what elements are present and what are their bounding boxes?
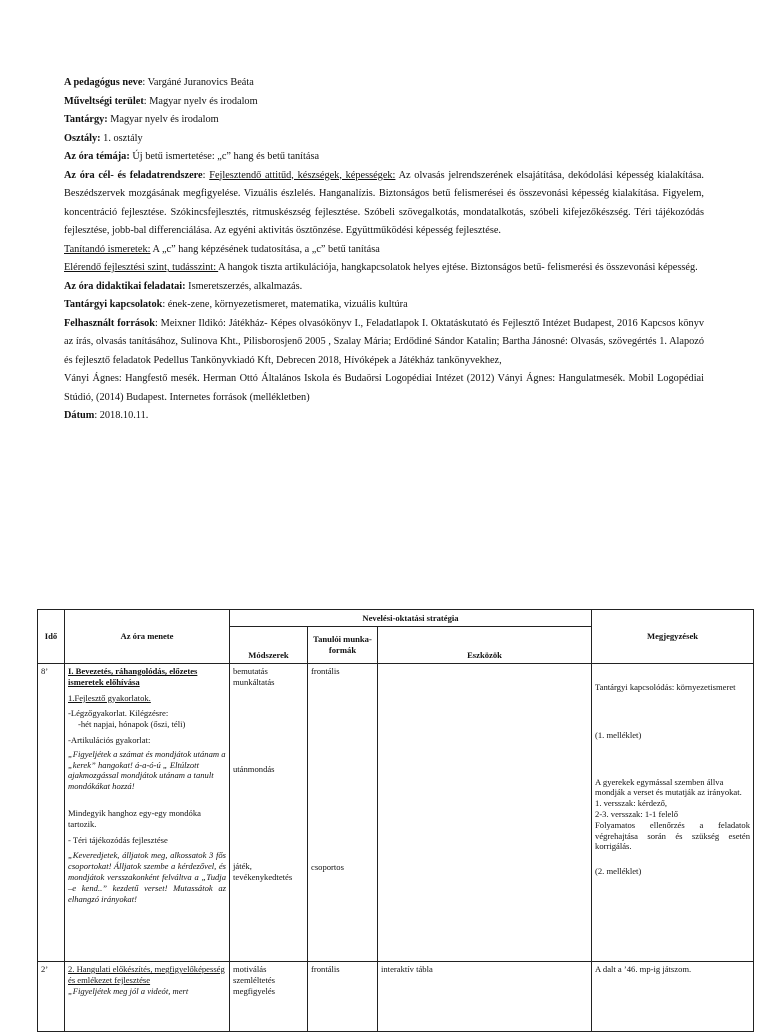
col-forms-header: Tanulói munka-formák [308, 627, 378, 664]
row1-method-3: játék, tevékenykedtetés [233, 861, 293, 883]
row1-course [65, 664, 230, 962]
topic-line: Az óra témája: Új betű ismertetése: „c” hang és betű tanítása [64, 151, 320, 162]
row1-title: I. Bevezetés, ráhangolódás, előzetes ismeretek előhívása [68, 666, 198, 687]
row2-methods: motiválás szemléltetés megfigyelés [230, 962, 308, 1032]
col-course-header: Az óra menete [65, 610, 230, 664]
knowledge-line: Tanítandó ismeretek: A „c” hang képzésének tudatosítása, a „c” betű tanítása [64, 243, 380, 255]
row1-spatial: - Téri tájékozódás fejlesztése [68, 834, 168, 845]
row1-note-4: 1. versszak: kérdező, [595, 798, 668, 809]
row1-artic-text: „Figyeljétek a számat és mondjátok utánam a „kerek” hangokat! á-a-ó-ú „ Eltúlzott ajakmozgással mondjátok utánam a tanult mondókákat hozzá! [68, 748, 226, 792]
lesson-plan-table [37, 609, 754, 1032]
row1-forms [308, 664, 378, 962]
row1-time: 8’ [38, 664, 65, 962]
col-methods-header: Módszerek [230, 627, 308, 664]
class-line: Osztály: 1. osztály [64, 132, 143, 144]
row2-notes: A dalt a ’46. mp-ig játszom. [592, 962, 754, 1032]
row2-time: 2’ [38, 962, 65, 1032]
row2-title: 2. Hangulati előkészítés, megfigyelőképesség és emlékezet fejlesztése [68, 964, 225, 985]
goals-paragraph: Az óra cél- és feladatrendszere: Fejlesztendő attitűd, készségek, képességek: Az olvasás jelrendszerének elsajátítása, dekódolási képesség kialakítása. Beszédszervek mozgásának megfigyelése. Vizuális észlelés. Hanganalízis. Biztonságos betű felismerései és összevonási képesség kialakítása. Figyelem, koncentráció fejlesztése. Szókincsfejlesztés, ritmuskészség fejlesztése. Szóbeli szövegalkotás, mondatalkotás, szóbeli kifejezőkészség. Téri tájékozódás fejlesztése, jobb-bal differenciálása. Az egyéni aktivitás ösztönzése. Együttműködési képesség fejlesztése. [64, 169, 704, 236]
sources-paragraph-2: Ványi Ágnes: Hangfestő mesék. Herman Ottó Általános Iskola és Budaörsi Logopédiai Intézet (2012) Ványi Ágnes: Hangulatmesék. Mobil Logopédiai Stúdió, (2014) Budapest. Internetes források (mellékletben) [64, 373, 704, 403]
row1-spatial-text: „Keveredjetek, álljatok meg, alkossatok 3 fős csoportokat! Álljatok szembe a kérdezővel, és mondjátok versszakonként felváltva a „Tudja –e kend..” kezdetű verset! Mutassátok az elhangzó irányokat! [68, 850, 226, 904]
row1-method-1: bemutatás munkáltatás [233, 666, 275, 687]
date-line: Dátum: 2018.10.11. [64, 410, 149, 421]
lesson-header [64, 74, 704, 426]
teacher-line: A pedagógus neve: Vargáné Juranovics Beáta [64, 77, 254, 88]
didactic-line: Az óra didaktikai feladatai: Ismeretszerzés, alkalmazás. [64, 280, 303, 292]
area-line: Műveltségi terület: Magyar nyelv és irodalom [64, 95, 258, 107]
col-notes-header: Megjegyzések [592, 610, 754, 664]
row1-method-2: utánmondás [233, 763, 275, 774]
links-line: Tantárgyi kapcsolatok: ének-zene, környezetismeret, matematika, vizuális kultúra [64, 299, 408, 310]
row2-text: „Figyeljétek meg jól a videót, mert [68, 985, 189, 996]
col-time-header: Idő [38, 610, 65, 664]
sources-paragraph: Felhasznált források: Meixner Ildikó: Játékház- Képes olvasókönyv I., Feladatlapok I. Oktatáskutató és Fejlesztő Intézet Budapest, 2016 Kapcsos könyv az írás, olvasás tanításához, Sulinova Kht., Pilisborosjenő 2005 , Szalay Mária; Erdődiné Sándor Katalin; Bartha Jánosné: Olvasás, szövegértés 1. Alapozó és fejlesztő feladatok Pedellus Tankönyvkiadó Kft, Debrecen 2018, Hívóképek a Játékház tankönyvekhez, [64, 317, 704, 366]
row1-note-5: 2-3. versszak: 1-1 felelő [595, 808, 679, 819]
row1-rhyme: Mindegyik hanghoz egy-egy mondóka tartozik. [68, 807, 201, 829]
row1-methods [230, 664, 308, 962]
row1-note-7: (2. melléklet) [595, 866, 642, 877]
row2-course [65, 962, 230, 1032]
row1-note-6: Folyamatos ellenőrzés a feladatok végrehajtása során és szükség esetén korrigálás. [595, 819, 751, 852]
row1-sub1: 1.Fejlesztő gyakorlatok. [68, 692, 151, 703]
row1-note-2: (1. melléklet) [595, 729, 642, 740]
col-strategy-header: Nevelési-oktatási stratégia [230, 610, 592, 627]
row1-artic: -Artikulációs gyakorlat: [68, 734, 151, 745]
row1-note-3: A gyerekek egymással szemben állva mondják a verset és mutatják az irányokat. [595, 776, 742, 798]
row2-tools: interaktív tábla [378, 962, 592, 1032]
row1-form-1: frontális [311, 666, 340, 676]
row1-notes [592, 664, 754, 962]
table-header-row [38, 610, 754, 627]
row1-breath: -Légzőgyakorlat. Kilégzésre: [68, 708, 169, 719]
row2-forms: frontális [308, 962, 378, 1032]
table-row [38, 962, 754, 1032]
row1-note-1: Tantárgyi kapcsolódás: környezetismeret [595, 682, 736, 692]
table-row [38, 664, 754, 962]
row1-form-2: csoportos [311, 861, 344, 872]
subject-line: Tantárgy: Magyar nyelv és irodalom [64, 114, 219, 125]
row1-breath2: -hét napjai, hónapok (őszi, téli) [78, 719, 186, 730]
row1-tools [378, 664, 592, 962]
level-line: Elérendő fejlesztési szint, tudásszint: A hangok tiszta artikulációja, hangkapcsolatok helyes ejtése. Biztonságos betű- felismerési és összevonási képesség. [64, 262, 698, 273]
col-tools-header: Eszközök [378, 627, 592, 664]
